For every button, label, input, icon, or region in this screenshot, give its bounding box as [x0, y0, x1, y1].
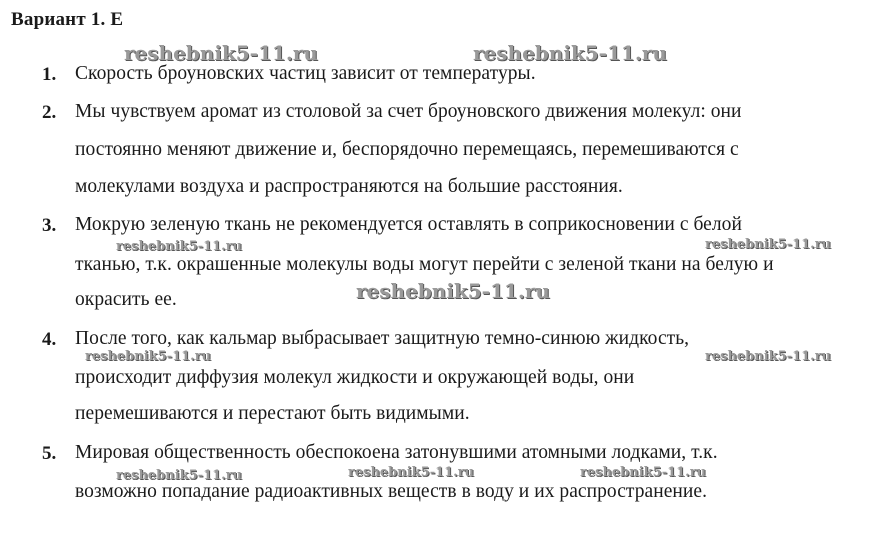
list-item-text: происходит диффузия молекул жидкости и окружающей воды, они — [75, 367, 635, 388]
list-item-text: тканью, т.к. окрашенные молекулы воды могут перейти с зеленой ткани на белую и — [75, 254, 774, 275]
list-item-number: 1. — [42, 64, 57, 85]
watermark-text: reshebnik5-11.ru — [473, 41, 667, 65]
watermark-text: reshebnik5-11.ru — [348, 465, 475, 480]
list-item-text: Мокрую зеленую ткань не рекомендуется оставлять в соприкосновении с белой — [75, 214, 742, 235]
list-item-text: возможно попадание радиоактивных веществ в воду и их распространение. — [75, 481, 708, 502]
list-item-number: 3. — [42, 215, 57, 236]
watermark-text: reshebnik5-11.ru — [705, 237, 832, 252]
watermark-text: reshebnik5-11.ru — [116, 239, 243, 254]
list-item-text: После того, как кальмар выбрасывает защитную темно-синюю жидкость, — [75, 328, 690, 349]
watermark-text: reshebnik5-11.ru — [580, 465, 707, 480]
watermark-text: reshebnik5-11.ru — [116, 468, 243, 483]
list-item-text: молекулами воздуха и распространяются на большие расстояния. — [75, 176, 623, 197]
list-item-text: Скорость броуновских частиц зависит от температуры. — [75, 63, 536, 84]
list-item-number: 5. — [42, 443, 57, 464]
list-item-text: перемешиваются и перестают быть видимыми. — [75, 403, 470, 424]
watermark-text: reshebnik5-11.ru — [356, 279, 550, 303]
watermark-text: reshebnik5-11.ru — [705, 349, 832, 364]
list-item-text: окрасить ее. — [75, 289, 177, 310]
list-item-number: 4. — [42, 329, 57, 350]
document-title: Вариант 1. Е — [11, 9, 124, 30]
watermark-text: reshebnik5-11.ru — [85, 349, 212, 364]
list-item-text: Мы чувствуем аромат из столовой за счет броуновского движения молекул: они — [75, 101, 742, 122]
list-item-number: 2. — [42, 102, 57, 123]
watermark-text: reshebnik5-11.ru — [124, 41, 318, 65]
list-item-text: Мировая общественность обеспокоена затонувшими атомными лодками, т.к. — [75, 442, 718, 463]
list-item-text: постоянно меняют движение и, беспорядочно перемещаясь, перемешиваются с — [75, 139, 739, 160]
